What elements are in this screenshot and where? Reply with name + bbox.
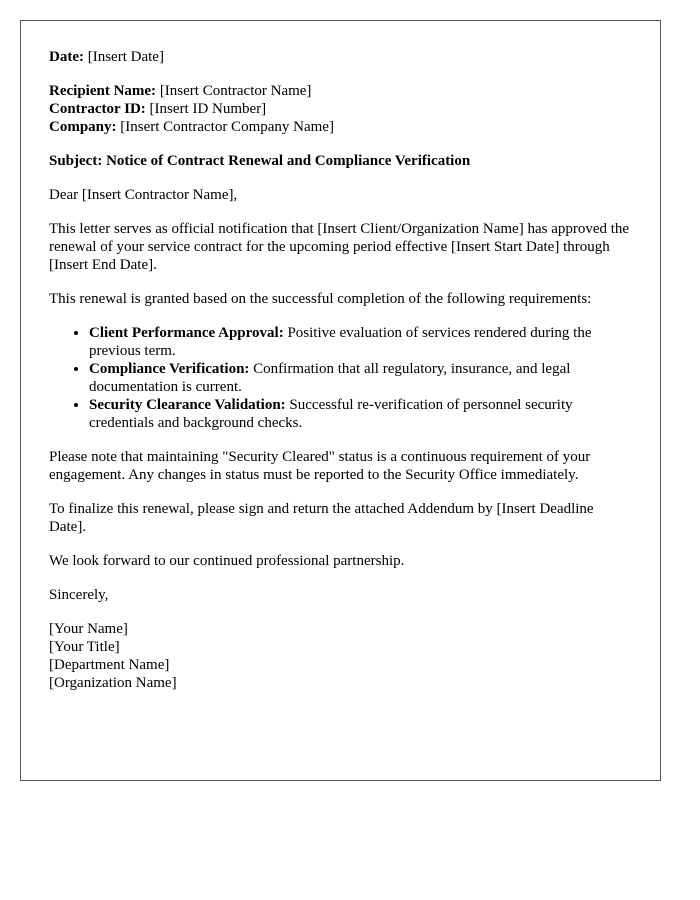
signature-name: [Your Name] [49,621,128,637]
signature-organization: [Organization Name] [49,675,177,691]
company-label: Company: [49,119,117,135]
requirement-text: Confirmation that all regulatory, insurance, and legal documentation is current. [89,361,571,395]
basis-paragraph: This renewal is granted based on the successful completion of the following requirements: [49,291,592,307]
signature-block [49,620,632,692]
contractor-id-line [49,100,632,118]
recipient-block [49,82,632,136]
finalize-paragraph: To finalize this renewal, please sign and return the attached Addendum by [Insert Deadline Date]. [49,501,594,535]
salutation: Dear [Insert Contractor Name], [49,187,238,203]
recipient-line [49,82,632,100]
requirements-list [49,324,632,432]
signature-title: [Your Title] [49,639,120,655]
closing: Sincerely, [49,587,109,603]
date-line [49,48,632,66]
requirement-item [89,360,632,396]
closing-line-paragraph: We look forward to our continued professional partnership. [49,553,405,569]
requirement-title: Security Clearance Validation: [89,397,286,413]
requirement-item [89,324,632,360]
contractor-id-label: Contractor ID: [49,101,146,117]
letter-page [20,20,661,781]
date-label: Date: [49,49,84,65]
signature-department: [Department Name] [49,657,170,673]
date-value: [Insert Date] [87,49,164,65]
requirement-title: Client Performance Approval: [89,325,284,341]
requirement-item [89,396,632,432]
recipient-label: Recipient Name: [49,83,157,99]
company-value: [Insert Contractor Company Name] [120,119,334,135]
requirement-text: Positive evaluation of services rendered during the previous term. [89,325,592,359]
recipient-value: [Insert Contractor Name] [159,83,312,99]
company-line [49,118,632,136]
security-note-paragraph: Please note that maintaining "Security Cleared" status is a continuous requirement of your engagement. Any changes in status must be reported to the Security Office immediately. [49,449,591,483]
subject-line [49,152,632,170]
intro-paragraph: This letter serves as official notification that [Insert Client/Organization Name] has approved the renewal of your service contract for the upcoming period effective [Insert Start Date] through [Insert End Date]. [49,221,630,273]
contractor-id-value: [Insert ID Number] [149,101,267,117]
subject-text: Subject: Notice of Contract Renewal and Compliance Verification [49,153,471,169]
requirement-title: Compliance Verification: [89,361,250,377]
requirement-text: Successful re-verification of personnel security credentials and background checks. [89,397,573,431]
